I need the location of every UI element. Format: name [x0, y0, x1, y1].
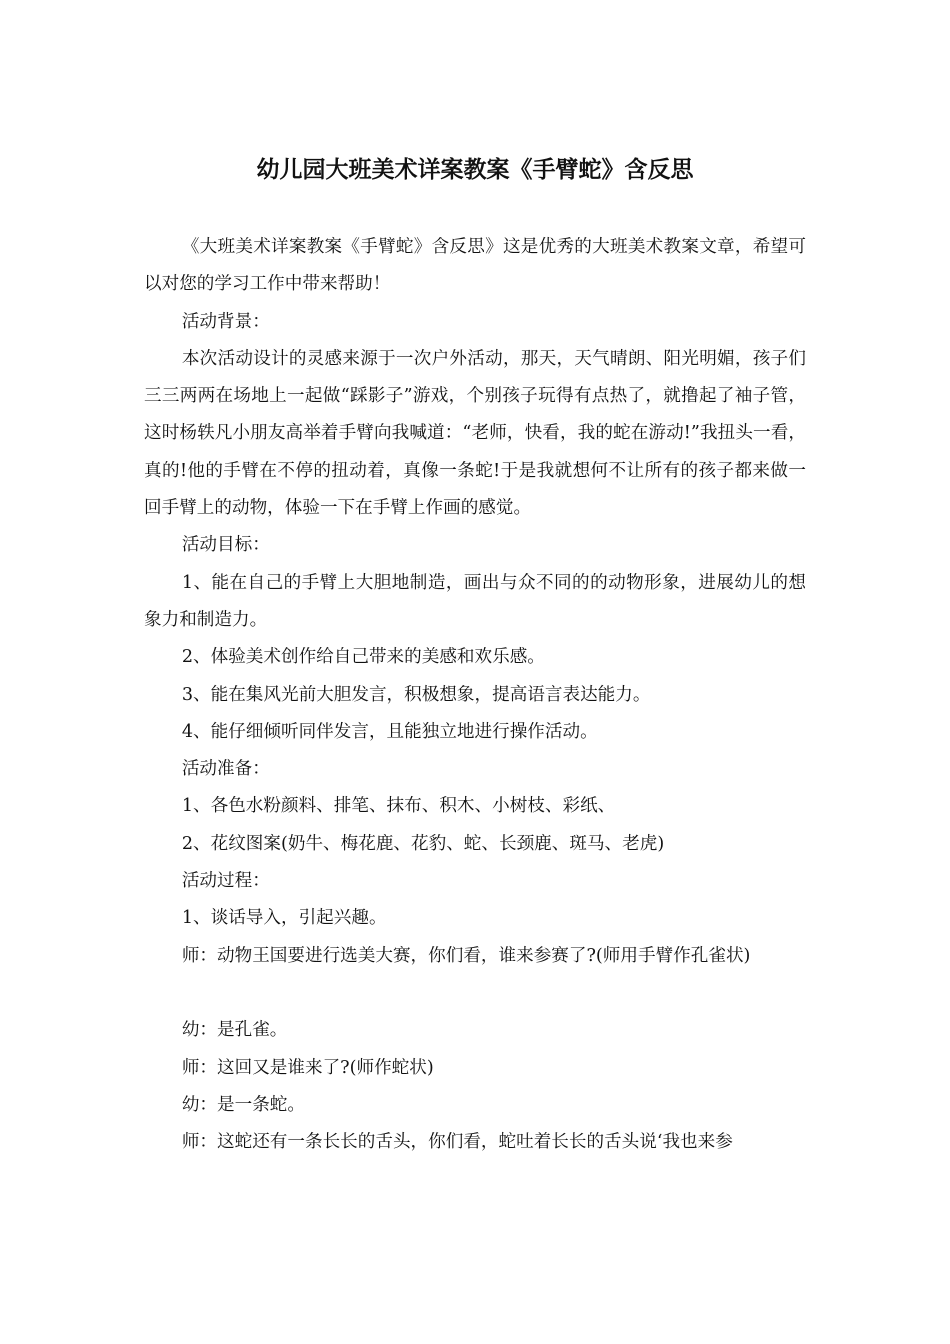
section-heading-background: 活动背景：: [181, 311, 270, 332]
preparation-item-1: 1、各色水粉颜料、排笔、抹布、积木、小树枝、彩纸、: [181, 796, 616, 817]
process-step-1: 1、谈话导入，引起兴趣。: [181, 908, 387, 929]
goal-item-4: 4、能仔细倾听同伴发言，且能独立地进行操作活动。: [181, 721, 598, 742]
goal-item-2: 2、体验美术创作给自己带来的美感和欢乐感。: [181, 647, 545, 668]
goal-item-1: 1、能在自己的手臂上大胆地制造，画出与众不同的的动物形象，进展幼儿的想象力和制造力。: [144, 572, 806, 630]
dialogue-line: 幼：是一条蛇。: [181, 1094, 305, 1115]
section-heading-preparation: 活动准备：: [181, 759, 270, 780]
goal-item-3: 3、能在集风光前大胆发言，积极想象，提高语言表达能力。: [181, 684, 651, 705]
document-body: [144, 229, 806, 1161]
page-title: 幼儿园大班美术详案教案《手臂蛇》含反思: [256, 157, 694, 183]
section-heading-goals: 活动目标：: [181, 535, 270, 556]
dialogue-line: 师：这回又是谁来了?(师作蛇状): [181, 1057, 434, 1078]
section-heading-process: 活动过程：: [181, 871, 270, 892]
dialogue-line: 师：这蛇还有一条长长的舌头，你们看，蛇吐着长长的舌头说‘我也来参: [181, 1132, 733, 1153]
dialogue-line: 师：动物王国要进行选美大赛，你们看，谁来参赛了?(师用手臂作孔雀状): [181, 945, 751, 966]
preparation-item-2: 2、花纹图案(奶牛、梅花鹿、花豹、蛇、长颈鹿、斑马、老虎): [181, 833, 665, 854]
blank-line: [144, 975, 806, 1012]
background-paragraph: 本次活动设计的灵感来源于一次户外活动，那天，天气晴朗、阳光明媚，孩子们三三两两在场地上一起做“踩影子”游戏，个别孩子玩得有点热了，就撸起了袖子管，这时杨轶凡小朋友高举着手臂向我喊道：“老师，快看，我的蛇在游动!”我扭头一看，真的!他的手臂在不停的扭动着，真像一条蛇!于是我就想何不让所有的孩子都来做一回手臂上的动物，体验一下在手臂上作画的感觉。: [144, 348, 806, 519]
dialogue-line: 幼：是孔雀。: [181, 1020, 288, 1041]
intro-paragraph: 《大班美术详案教案《手臂蛇》含反思》这是优秀的大班美术教案文章，希望可以对您的学习工作中带来帮助！: [144, 237, 806, 295]
